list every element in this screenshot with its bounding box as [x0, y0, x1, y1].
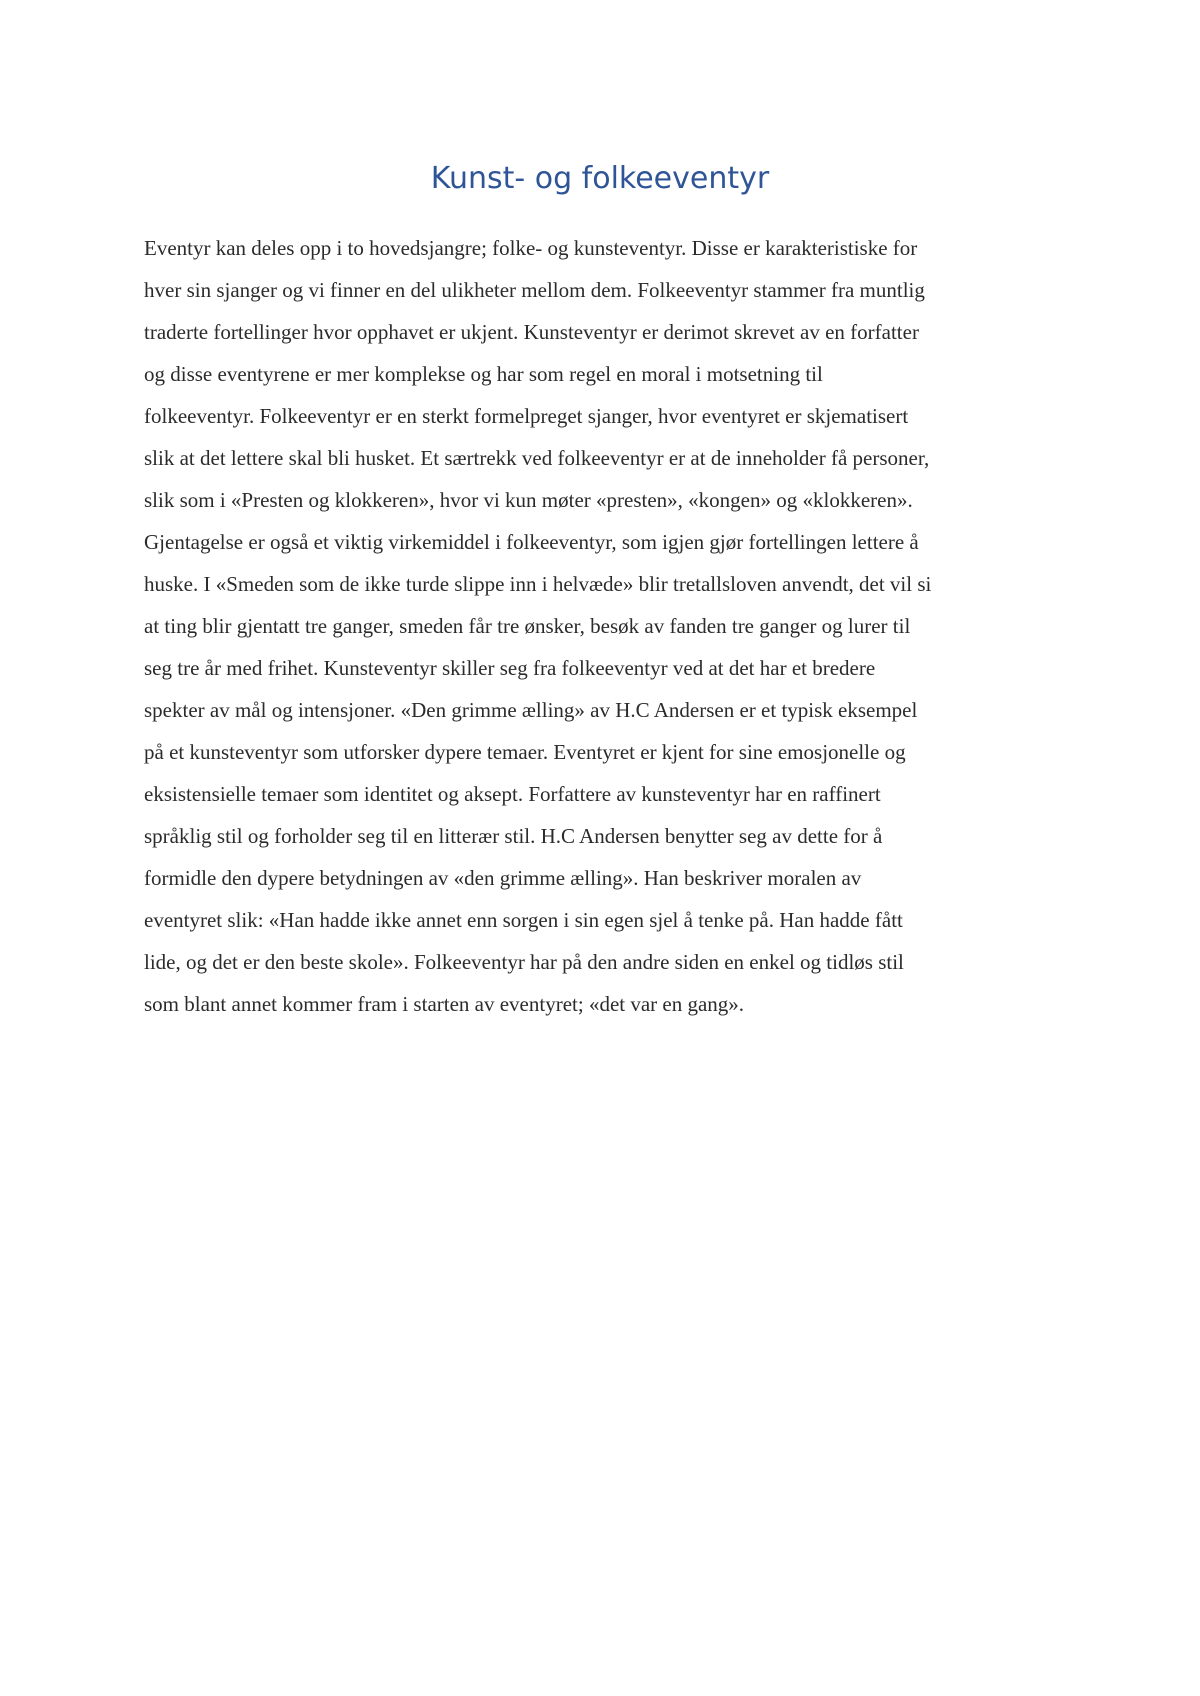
body-line: slik at det lettere skal bli husket. Et særtrekk ved folkeeventyr er at de inneholder få personer,: [144, 446, 930, 470]
body-line: at ting blir gjentatt tre ganger, smeden får tre ønsker, besøk av fanden tre ganger og lurer til: [144, 614, 911, 638]
body-line: og disse eventyrene er mer komplekse og har som regel en moral i motsetning til: [144, 362, 823, 386]
body-line: Gjentagelse er også et viktig virkemiddel i folkeeventyr, som igjen gjør fortellingen lettere å: [144, 530, 919, 554]
body-line: huske. I «Smeden som de ikke turde slippe inn i helvæde» blir tretallsloven anvendt, det vil si: [144, 572, 932, 596]
body-line: på et kunsteventyr som utforsker dypere temaer. Eventyret er kjent for sine emosjonelle og: [144, 740, 906, 764]
document-title: Kunst- og folkeeventyr: [430, 161, 770, 196]
body-line: eksistensielle temaer som identitet og aksept. Forfattere av kunsteventyr har en raffinert: [144, 782, 881, 806]
body-line: spekter av mål og intensjoner. «Den grimme ælling» av H.C Andersen er et typisk eksempel: [144, 698, 918, 722]
body-line: språklig stil og forholder seg til en litterær stil. H.C Andersen benytter seg av dette for å: [144, 824, 883, 848]
body-line: formidle den dypere betydningen av «den grimme ælling». Han beskriver moralen av: [144, 866, 862, 890]
body-line: lide, og det er den beste skole». Folkeeventyr har på den andre siden en enkel og tidløs stil: [144, 950, 904, 974]
body-line: traderte fortellinger hvor opphavet er ukjent. Kunsteventyr er derimot skrevet av en forfatter: [144, 320, 919, 344]
body-line: folkeeventyr. Folkeeventyr er en sterkt formelpreget sjanger, hvor eventyret er skjematisert: [144, 404, 909, 428]
body-line: slik som i «Presten og klokkeren», hvor vi kun møter «presten», «kongen» og «klokkeren».: [144, 488, 913, 512]
body-line: seg tre år med frihet. Kunsteventyr skiller seg fra folkeeventyr ved at det har et bredere: [144, 656, 876, 680]
document-body: [144, 227, 1066, 1025]
body-line: eventyret slik: «Han hadde ikke annet enn sorgen i sin egen sjel å tenke på. Han hadde fått: [144, 908, 903, 932]
body-line: som blant annet kommer fram i starten av eventyret; «det var en gang».: [144, 992, 745, 1016]
body-line: Eventyr kan deles opp i to hovedsjangre; folke- og kunsteventyr. Disse er karakteristiske for: [144, 236, 918, 260]
body-line: hver sin sjanger og vi finner en del ulikheter mellom dem. Folkeeventyr stammer fra muntlig: [144, 278, 925, 302]
